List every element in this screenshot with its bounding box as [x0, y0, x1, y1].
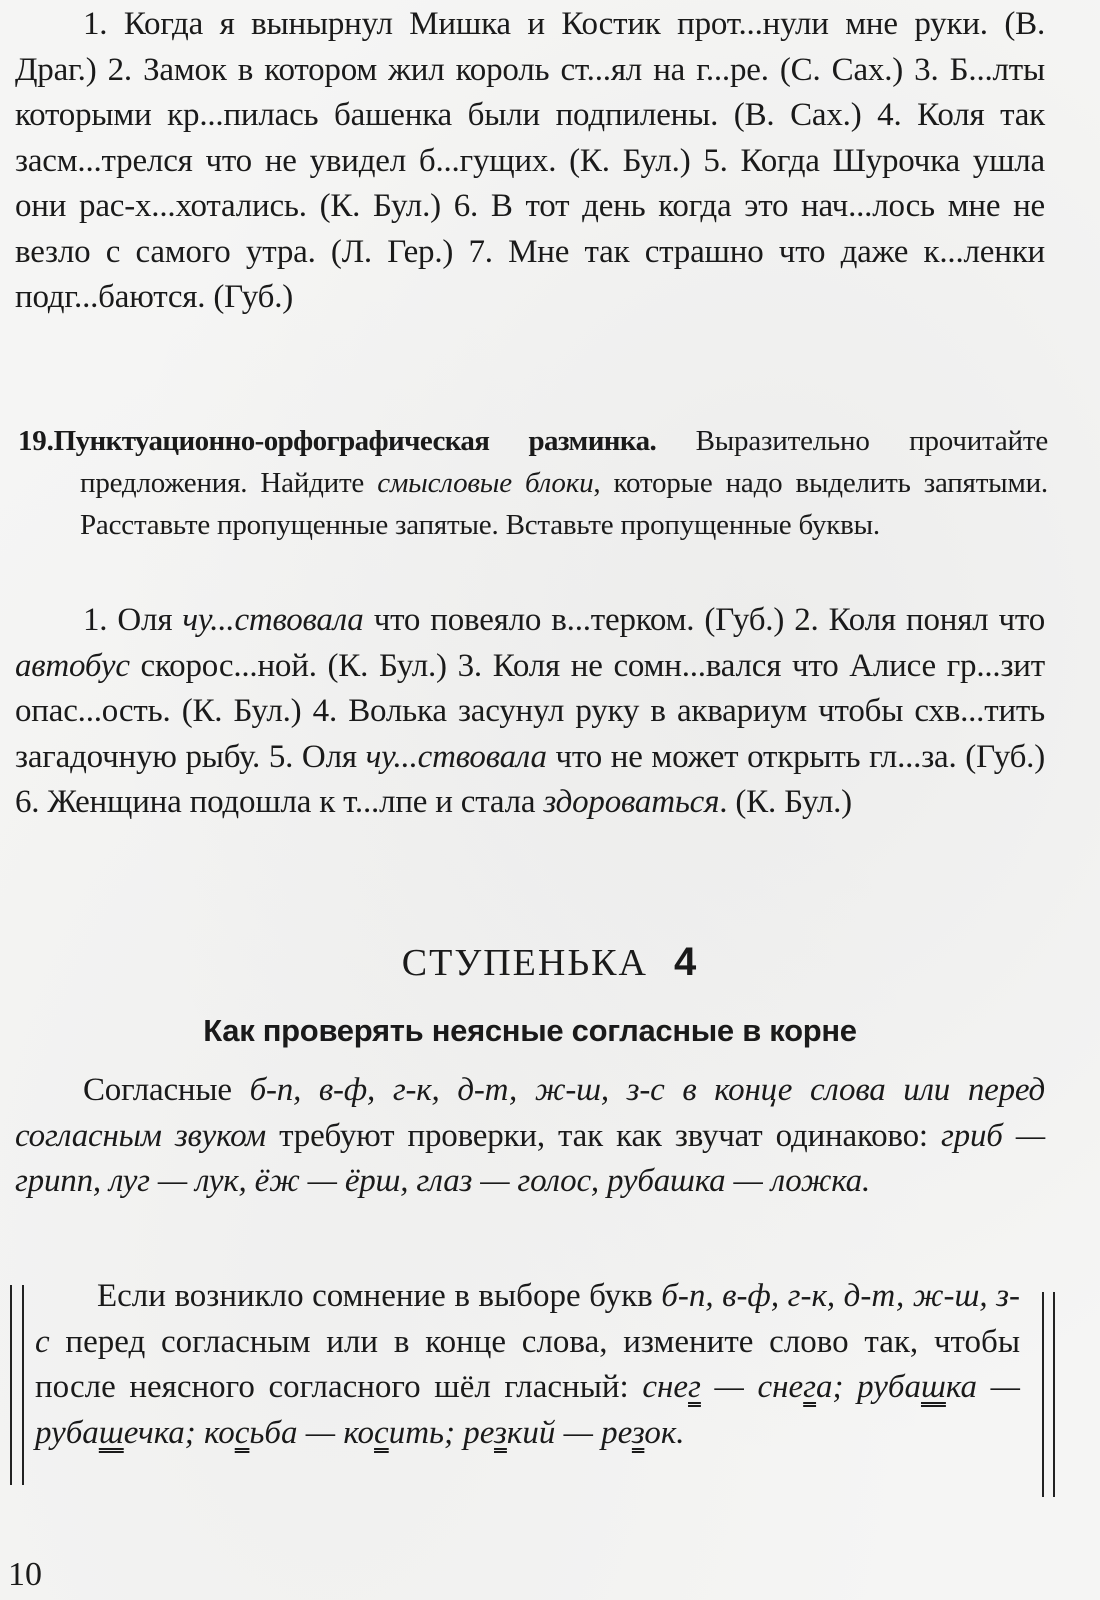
sentence-text: что не может открыть гл...за. (Губ.) 6. Женщина подошла к т...лпе и стала [15, 738, 1046, 820]
underlined-letter: г [688, 1369, 701, 1405]
underlined-letter: з [631, 1414, 645, 1451]
underlined-letter: с [234, 1414, 250, 1451]
example-word-part: ить; [388, 1414, 464, 1451]
step-label: СТУПЕНЬКА [401, 942, 648, 984]
rule-text-part: Если возникло сомнение в выборе букв [97, 1278, 662, 1314]
example-word-part: сне [757, 1369, 804, 1405]
rule-consonant-pairs: б-п, в-ф, г-к, д-т, ж-ш, з-с [35, 1278, 1020, 1360]
rule-border-right-inner [1042, 1292, 1044, 1497]
example-word-part: сне [642, 1369, 689, 1405]
underlined-letter: з [494, 1414, 507, 1451]
task-instruction-part1: Выразительно прочитайте предложения. Найдите [80, 425, 1048, 499]
example-word-part: ко [204, 1414, 235, 1451]
example-word-part: ьба — [249, 1414, 344, 1451]
underlined-letter: с [374, 1414, 389, 1451]
rule-border-left-outer [10, 1285, 12, 1485]
rule-box [10, 1270, 1055, 1495]
theory-paragraph [15, 1068, 1045, 1205]
theory-text-part: перед согласным звуком [15, 1072, 1046, 1154]
exercise-19-sentences [15, 598, 1045, 826]
task-number: 19. [18, 425, 54, 457]
exercise-19-text [15, 598, 1045, 826]
rule-border-left-inner [22, 1285, 24, 1485]
example-word-part: ре [463, 1414, 495, 1451]
rule-text [35, 1274, 1020, 1456]
underlined-letter: ш [920, 1369, 946, 1405]
task-19 [18, 420, 1048, 546]
example-word-part: ка — [945, 1369, 1020, 1405]
section-subheading: Как проверять неясные согласные в корне [203, 1013, 857, 1048]
exercise-18-sentences [15, 2, 1045, 321]
example-word-part: ок. [644, 1414, 685, 1451]
sentence-text: 1. Оля [83, 602, 183, 638]
task-19-paragraph [18, 420, 1048, 546]
example-word-part: ко [343, 1414, 375, 1451]
rule-paragraph [35, 1274, 1020, 1456]
example-word-part: руба [35, 1414, 99, 1451]
underlined-letter: ш [98, 1414, 124, 1451]
italic-word: здороваться [543, 784, 720, 820]
sentence-text: . (К. Бул.) [719, 784, 852, 820]
consonant-pairs: б-п, в-ф, г-к, д-т, ж-ш, з-с в конце слова [249, 1072, 886, 1108]
step-heading [0, 940, 1100, 985]
theory-text-part: или [885, 1072, 968, 1108]
example-word-part: ечка; [123, 1414, 205, 1451]
example-word-part: кий — [506, 1414, 602, 1451]
example-word-part: — [700, 1369, 758, 1405]
step-number: 4 [673, 940, 699, 984]
task-title: Пунктуационно-орфографическая разминка. [53, 425, 657, 457]
task-instruction-part2: , которые надо выделить запятыми. Расставьте пропущенные запятые. Вставьте пропущенные буквы. [80, 467, 1048, 541]
rule-border-right-outer [1053, 1292, 1055, 1497]
page-number: 10 [8, 1556, 42, 1593]
theory-text [15, 1068, 1045, 1205]
rule-text-part: перед согласным или в конце слова, измените слово так, чтобы после неясного согласного шёл гласный: [35, 1323, 1020, 1405]
example-word-part: ре [601, 1414, 632, 1451]
example-word-part: руба [857, 1369, 921, 1405]
theory-text-part: требуют проверки, так как звучат одинаково: [265, 1117, 941, 1154]
task-instruction-italic: смысловые блоки [377, 467, 594, 499]
underlined-letter: г [803, 1369, 817, 1405]
exercise-18-text: 1. Когда я вынырнул Мишка и Костик прот...нули мне руки. (В. Драг.) 2. Замок в котором жил король ст...ял на г...ре. (С. Сах.) 3. Б...лты которыми кр...пилась башенка были подпилены. (В. Сах.) 4. Коля так засм...трелся что не увидел б...гущих. (К. Бул.) 5. Когда Шурочка ушла они рас-х...хотались. (К. Бул.) 6. В тот день когда это нач...лось мне не везло с самого утра. (Л. Гер.) 7. Мне так страшно что даже к...ленки подг...баются. (Губ.) [15, 6, 1045, 315]
theory-text-part: Согласные [83, 1072, 250, 1108]
theory-examples: гриб — грипп, луг — лук, ёж — ёрш, глаз — голос, рубашка — ложка. [15, 1117, 1045, 1199]
italic-word: чу...ствовала [365, 738, 547, 775]
sentence-text: что повеяло в...терком. (Губ.) 2. Коля понял что [363, 602, 1046, 638]
example-word-part: а; [816, 1369, 858, 1405]
sentence-text: скорос...ной. (К. Бул.) 3. Коля не сомн...вался что Алисе гр...зит опас...ость. (К. Бул.) 4. Волька засунул руку в аквариум чтобы схв...тить загадочную рыбу. 5. Оля [15, 647, 1045, 775]
italic-word: чу...ствовала [182, 602, 364, 638]
italic-word: автобус [15, 647, 130, 684]
